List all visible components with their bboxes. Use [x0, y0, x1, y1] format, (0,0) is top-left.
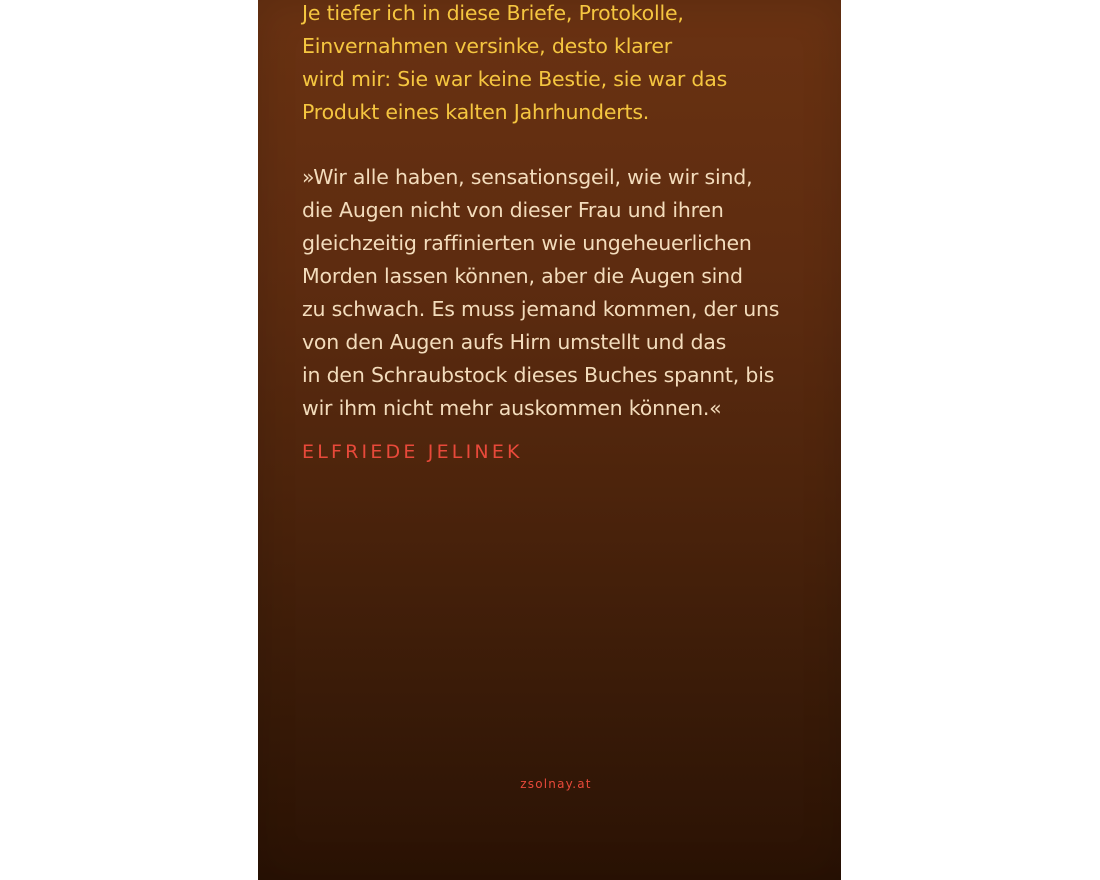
quote-line: in den Schraubstock dieses Buches spannt, bis — [302, 363, 775, 387]
intro-line: Einvernahmen versinke, desto klarer — [302, 34, 672, 58]
book-back-cover — [258, 0, 841, 880]
quote-author: ELFRIEDE JELINEK — [302, 441, 523, 463]
quote-line: wir ihm nicht mehr auskommen können.« — [302, 396, 722, 420]
quote-line: zu schwach. Es muss jemand kommen, der uns — [302, 297, 780, 321]
quote-line: von den Augen aufs Hirn umstellt und das — [302, 330, 727, 354]
quote-line: »Wir alle haben, sensationsgeil, wie wir sind, — [302, 165, 753, 189]
intro-line: wird mir: Sie war keine Bestie, sie war das — [302, 67, 728, 91]
intro-paragraph — [302, 0, 802, 129]
intro-line: Je tiefer ich in diese Briefe, Protokolle, — [302, 1, 684, 25]
quote-line: die Augen nicht von dieser Frau und ihren — [302, 198, 724, 222]
publisher-url: zsolnay.at — [520, 777, 592, 791]
quote-line: Morden lassen können, aber die Augen sind — [302, 264, 743, 288]
quote-line: gleichzeitig raffinierten wie ungeheuerlichen — [302, 231, 752, 255]
intro-line: Produkt eines kalten Jahrhunderts. — [302, 100, 650, 124]
blurb-quote — [302, 161, 802, 425]
